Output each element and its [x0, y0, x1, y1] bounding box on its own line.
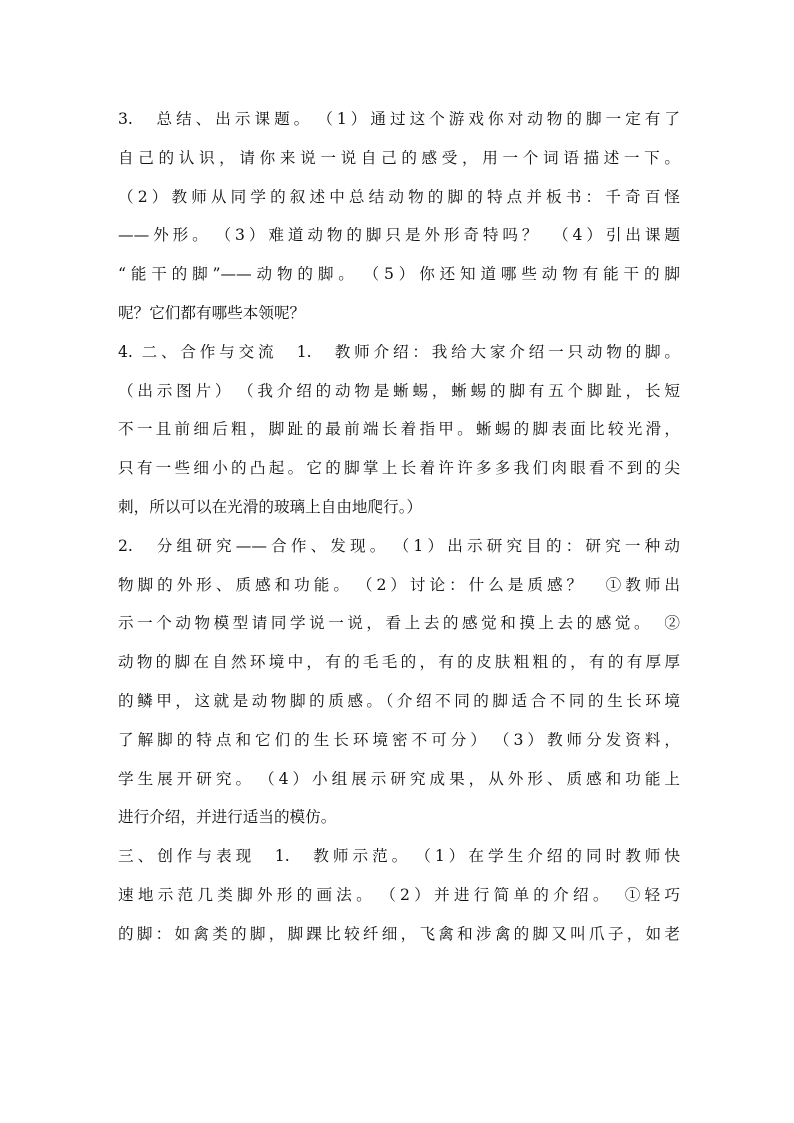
text-line: 呢？它们都有哪些本领呢？ [118, 303, 306, 322]
text-line: 学生展开研究。 （4）小组展示研究成果，从外形、质感和功能上 [118, 769, 680, 788]
document-body [118, 100, 680, 954]
text-line: （出示图片） （我介绍的动物是蜥蜴，蜥蜴的脚有五个脚趾，长短 [118, 381, 680, 400]
text-line: 3. 总结、出示课题。 （1）通过这个游戏你对动物的脚一定有了 [118, 110, 680, 128]
text-line: 的鳞甲，这就是动物脚的质感。（介绍不同的脚适合不同的生长环境 [118, 691, 680, 710]
text-line: 自己的认识，请你来说一说自己的感受，用一个词语描述一下。 [118, 148, 680, 167]
text-line: 示一个动物模型请同学说一说，看上去的感觉和摸上去的感觉。 ② [118, 614, 680, 633]
text-line: 速地示范几类脚外形的画法。 （2）并进行简单的介绍。 ①轻巧 [118, 885, 680, 904]
text-line: （2）教师从同学的叙述中总结动物的脚的特点并板书：千奇百怪 [118, 187, 680, 206]
text-line: 只有一些细小的凸起。它的脚掌上长着许许多多我们肉眼看不到的尖 [118, 459, 680, 478]
text-line: 三、创作与表现 1. 教师示范。 （1）在学生介绍的同时教师快 [118, 847, 680, 866]
text-line: “能干的脚”——动物的脚。 （5）你还知道哪些动物有能干的脚 [118, 265, 680, 284]
text-line: 动物的脚在自然环境中，有的毛毛的，有的皮肤粗粗的，有的有厚厚 [118, 653, 680, 672]
text-line: 的脚：如禽类的脚，脚踝比较纤细，飞禽和涉禽的脚又叫爪子，如老 [118, 924, 680, 943]
text-line: 了解脚的特点和它们的生长环境密不可分） （3）教师分发资料， [118, 730, 680, 749]
text-line: 刺，所以可以在光滑的玻璃上自由地爬行。） [118, 497, 423, 516]
text-line: 4. 二、合作与交流 1. 教师介绍：我给大家介绍一只动物的脚。 [118, 342, 680, 361]
text-line: 2. 分组研究——合作、发现。 （1）出示研究目的：研究一种动 [118, 536, 680, 555]
text-line: 不一且前细后粗，脚趾的最前端长着指甲。蜥蜴的脚表面比较光滑， [118, 420, 680, 439]
text-line: ——外形。 （3）难道动物的脚只是外形奇特吗？ （4）引出课题 [118, 226, 680, 245]
text-line: 进行介绍，并进行适当的模仿。 [118, 808, 337, 827]
text-line: 物脚的外形、质感和功能。 （2）讨论：什么是质感？ ①教师出 [118, 575, 680, 594]
